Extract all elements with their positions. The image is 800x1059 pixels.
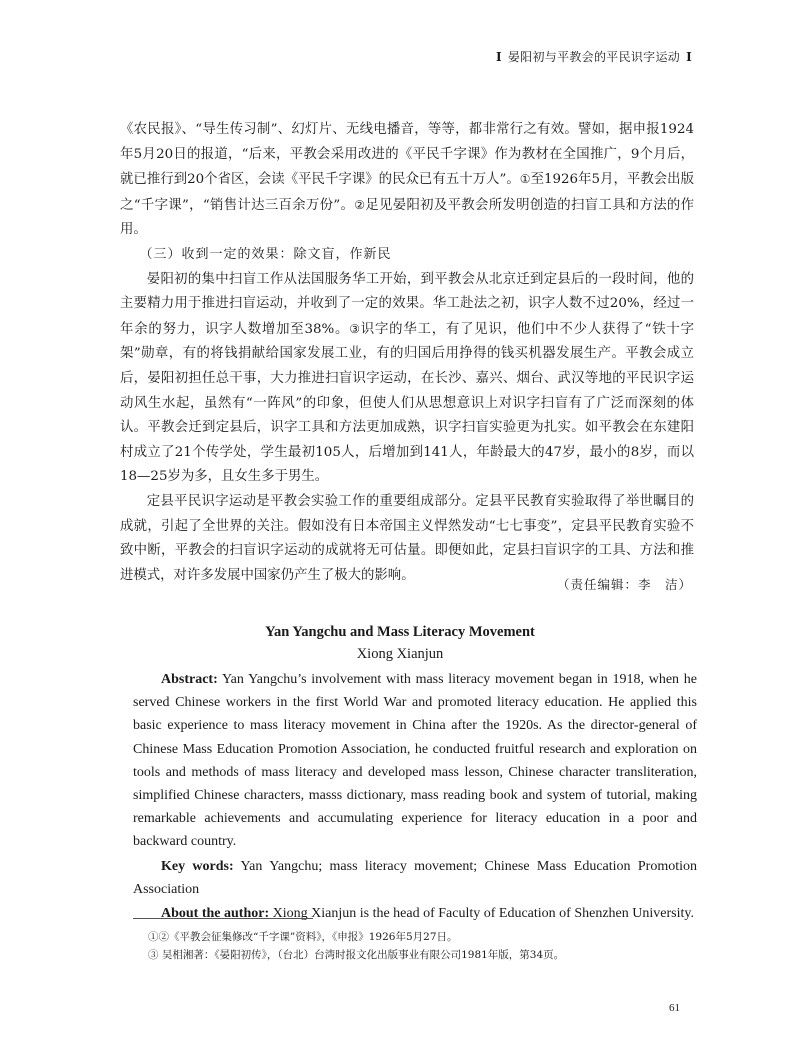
responsible-editor: （责任编辑：李 洁） <box>556 577 692 592</box>
abstract-text: Yan Yangchu’s involvement with mass literacy movement began in 1918, when he served Chinese workers in the first World War and promoted literacy education. He applied this basic experience to mass literacy movement in China after the 1920s. As the director-general of Chinese Mass Education Promotion Association, he conducted fruitful research and exploration on tools and methods of mass literacy and developed mass lesson, Chinese character transliteration, simplified Chinese characters, masss dictionary, mass reading book and system of tutorial, making remarkable achievements and accumulating experience for literacy education in a poor and backward country. <box>133 672 697 850</box>
about-author-text: Xiong Xianjun is the head of Faculty of Education of Shenzhen University. <box>269 906 694 922</box>
header-title: 晏阳初与平教会的平民识字运动 <box>507 50 681 64</box>
para1-text-c: 足见晏阳初及平教会所发明创造的扫盲工具和方法的作用。 <box>120 197 694 238</box>
para1-text-a: 《农民报》、“导生传习制”、幻灯片、无线电播音，等等，都非常行之有效。譬如，据申报1924年5月20日的报道，“后来，平教会采用改进的《平民千字课》作为教材在全国推广，9个月后，就已推行到20个省区，会读《平民千字课》的民众已有五十万人”。 <box>120 122 694 188</box>
keywords-paragraph <box>133 855 697 901</box>
footnote-divider <box>133 918 313 919</box>
footnotes <box>148 928 564 964</box>
para2-text-a: 晏阳初的集中扫盲工作从法国服务华工开始，到平教会从北京迁到定县后的一段时间，他的主要精力用于推进扫盲运动，并收到了一定的效果。华工赴法之初，识字人数不过20%，经过一年余的努力，识字人数增加至38%。 <box>120 271 694 337</box>
english-title: Yan Yangchu and Mass Literacy Movement <box>265 624 535 640</box>
page-number: 61 <box>669 1002 680 1014</box>
abstract-paragraph <box>133 668 697 854</box>
footnote-ref-3[interactable]: ③ <box>349 321 361 336</box>
english-abstract-block <box>133 668 697 926</box>
keywords-label: Key words: <box>161 858 234 874</box>
paragraph-2 <box>120 268 694 490</box>
about-author-paragraph <box>133 902 697 925</box>
about-author-label: About the author: <box>161 906 270 922</box>
footnote-3: ③ 吴相湘著：《晏阳初传》，（台北）台湾时报文化出版事业有限公司1981年版，第34页。 <box>148 949 565 961</box>
english-author: Xiong Xianjun <box>356 646 444 662</box>
abstract-label: Abstract: <box>161 672 218 687</box>
footnote-ref-1[interactable]: ① <box>519 172 531 187</box>
header-bar-left: Ⅰ <box>495 50 502 64</box>
paragraph-3: 定县平民识字运动是平教会实验工作的重要组成部分。定县平民教育实验取得了举世瞩目的成就，引起了全世界的关注。假如没有日本帝国主义悍然发动“七七事变”，定县平民教育实验不致中断，平教会的扫盲识字运动的成就将无可估量。即便如此，定县扫盲识字的工具、方法和推进模式，对许多发展中国家仍产生了极大的影响。 <box>120 493 694 583</box>
header-bar-right: Ⅰ <box>686 50 692 64</box>
para2-text-b: 识字的华工，有了见识，他们中不少人获得了“铁十字架”勋章，有的将钱捐献给国家发展工业，有的归国后用挣得的钱买机器发展生产。平教会成立后，晏阳初担任总干事，大力推进扫盲识字运动，在长沙、嘉兴、烟台、武汉等地的平民识字运动风生水起，虽然有“一阵风”的印象，但使人们从思想意识上对识字扫盲有了广泛而深刻的体认。平教会迁到定县后，识字工具和方法更加成熟，识字扫盲实验更为扎实。如平教会在东建阳村成立了21个传学处，学生最初105人，后增加到141人，年龄最大的47岁，最小的8岁，而以18—25岁为多，且女生多于男生。 <box>120 321 694 485</box>
running-header <box>490 48 698 65</box>
paragraph-1 <box>120 118 694 243</box>
section-subheading: （三）收到一定的效果：除文盲，作新民 <box>139 246 392 262</box>
footnote-1-2: ①②《平教会征集修改“千字课”资料》，《申报》1926年5月27日。 <box>148 931 458 943</box>
chinese-body <box>120 118 694 588</box>
footnote-ref-2[interactable]: ② <box>354 197 366 212</box>
para1-text-b: 至1926年5月，平教会出版之“千字课”，“销售计达三百余万份”。 <box>120 172 694 213</box>
keywords-text: Yan Yangchu; mass literacy movement; Chinese Mass Education Promotion Association <box>133 858 697 897</box>
